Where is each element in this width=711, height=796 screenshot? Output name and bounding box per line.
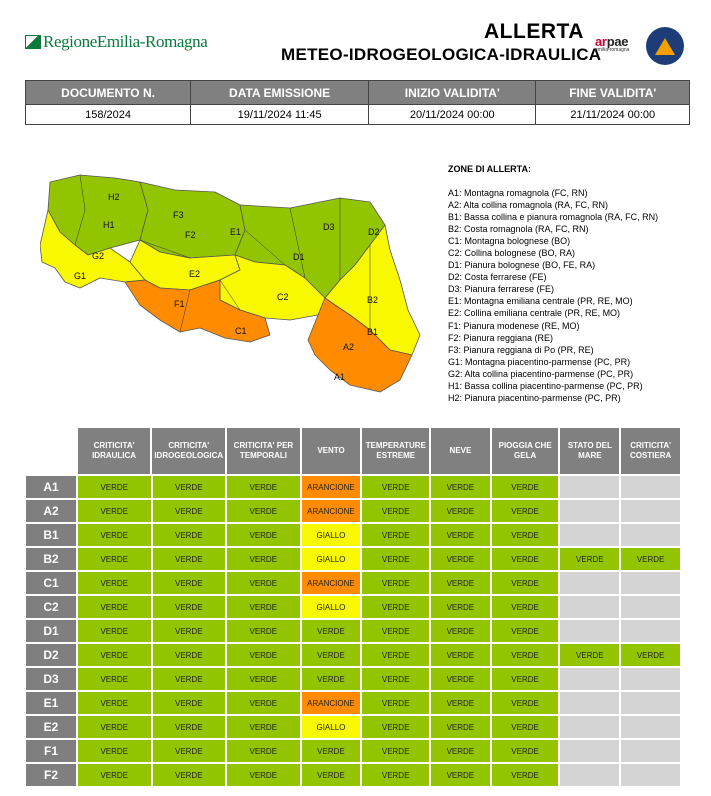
legend-item: F2: Pianura reggiana (RE) [448, 332, 554, 343]
alert-cell-criticita-temporali: VERDE [226, 643, 301, 667]
alert-cell-criticita-temporali: VERDE [226, 547, 301, 571]
legend-item: C1: Montagna bolognese (BO) [448, 236, 571, 247]
alert-cell-neve: VERDE [430, 715, 491, 739]
alert-cell-criticita-costiera [620, 475, 681, 499]
alert-cell-criticita-idrogeologica: VERDE [152, 643, 227, 667]
alert-cell-criticita-costiera [620, 715, 681, 739]
alert-cell-criticita-temporali: VERDE [226, 691, 301, 715]
alert-cell-neve: VERDE [430, 667, 491, 691]
map-label-c2: C2 [277, 292, 289, 302]
map-label-g2: G2 [92, 251, 105, 261]
legend-item: B1: Bassa collina e pianura romagnola (RA, FC, RN) [448, 212, 659, 223]
alert-cell-criticita-idraulica: VERDE [77, 499, 152, 523]
alert-cell-criticita-idraulica: VERDE [77, 739, 152, 763]
page-header [0, 0, 711, 80]
alert-cell-vento: ARANCIONE [301, 571, 362, 595]
alert-cell-criticita-temporali: VERDE [226, 523, 301, 547]
arpae-name-part-a: ar [595, 34, 607, 49]
alert-cell-criticita-idraulica: VERDE [77, 571, 152, 595]
alert-cell-criticita-idrogeologica: VERDE [152, 763, 227, 787]
alert-cell-criticita-costiera [620, 619, 681, 643]
alert-cell-criticita-idraulica: VERDE [77, 523, 152, 547]
alert-cell-stato-del-mare: VERDE [559, 547, 620, 571]
alert-cell-vento: VERDE [301, 763, 362, 787]
alert-cell-criticita-temporali: VERDE [226, 667, 301, 691]
alert-cell-criticita-costiera [620, 763, 681, 787]
alert-cell-vento: ARANCIONE [301, 499, 362, 523]
alert-zones-map [40, 170, 440, 400]
alert-cell-neve: VERDE [430, 523, 491, 547]
alert-cell-criticita-idrogeologica: VERDE [152, 715, 227, 739]
grid-row-f2 [25, 763, 681, 787]
grid-row-f1 [25, 739, 681, 763]
grid-row-d1 [25, 619, 681, 643]
alert-cell-criticita-idrogeologica: VERDE [152, 499, 227, 523]
alert-cell-criticita-idraulica: VERDE [77, 475, 152, 499]
zone-label: E2 [25, 715, 77, 739]
alert-cell-criticita-costiera [620, 571, 681, 595]
alert-cell-criticita-idrogeologica: VERDE [152, 595, 227, 619]
alert-cell-neve: VERDE [430, 499, 491, 523]
legend-title: ZONE DI ALLERTA: [448, 164, 531, 174]
legend-item: D2: Costa ferrarese (FE) [448, 272, 547, 283]
alert-grid [25, 427, 681, 787]
map-label-a1: A1 [334, 372, 346, 382]
grid-header-neve: NEVE [430, 427, 491, 475]
legend-item: A1: Montagna romagnola (FC, RN) [448, 188, 588, 198]
alert-cell-criticita-costiera [620, 667, 681, 691]
map-label-d3: D3 [323, 222, 335, 232]
doc-number: 158/2024 [26, 105, 191, 125]
alert-cell-pioggia-che-gela: VERDE [491, 523, 560, 547]
zone-label: C2 [25, 595, 77, 619]
grid-row-e2 [25, 715, 681, 739]
arpae-name-part-b: pae [606, 34, 629, 49]
map-label-b2: B2 [367, 295, 379, 305]
alert-cell-pioggia-che-gela: VERDE [491, 739, 560, 763]
zone-legend [448, 164, 708, 404]
alert-cell-temperature-estreme: VERDE [361, 691, 430, 715]
alert-cell-stato-del-mare [559, 499, 620, 523]
legend-item: F3: Pianura reggiana di Po (PR, RE) [448, 344, 594, 355]
alert-cell-criticita-costiera [620, 523, 681, 547]
alert-cell-criticita-idraulica: VERDE [77, 691, 152, 715]
alert-cell-neve: VERDE [430, 619, 491, 643]
alert-cell-pioggia-che-gela: VERDE [491, 643, 560, 667]
alert-cell-neve: VERDE [430, 595, 491, 619]
grid-row-b1 [25, 523, 681, 547]
legend-item: E2: Collina emiliana centrale (PR, RE, MO) [448, 308, 621, 319]
alert-cell-criticita-idraulica: VERDE [77, 715, 152, 739]
zone-label: D1 [25, 619, 77, 643]
map-label-f2: F2 [185, 230, 196, 240]
alert-cell-neve: VERDE [430, 571, 491, 595]
grid-header-row [25, 427, 681, 475]
arpae-logo [595, 34, 629, 53]
alert-cell-stato-del-mare [559, 715, 620, 739]
grid-body [25, 475, 681, 787]
zone-label: D3 [25, 667, 77, 691]
alert-cell-temperature-estreme: VERDE [361, 739, 430, 763]
alert-cell-pioggia-che-gela: VERDE [491, 571, 560, 595]
grid-header-pioggia-che-gela: PIOGGIA CHE GELA [491, 427, 560, 475]
map-label-h2: H2 [108, 192, 120, 202]
alert-cell-criticita-temporali: VERDE [226, 571, 301, 595]
alert-cell-criticita-temporali: VERDE [226, 595, 301, 619]
legend-item: C2: Collina bolognese (BO, RA) [448, 248, 576, 259]
grid-row-c1 [25, 571, 681, 595]
grid-row-a2 [25, 499, 681, 523]
zone-label: A1 [25, 475, 77, 499]
alert-cell-stato-del-mare: VERDE [559, 643, 620, 667]
alert-cell-vento: VERDE [301, 739, 362, 763]
grid-header-criticita-idrogeologica: CRITICITA' IDROGEOLOGICA [151, 427, 226, 475]
alert-cell-temperature-estreme: VERDE [361, 763, 430, 787]
doc-validity-end: 21/11/2024 00:00 [536, 105, 690, 125]
grid-header-criticita-costiera: CRITICITA' COSTIERA [620, 427, 681, 475]
grid-row-a1 [25, 475, 681, 499]
alert-cell-pioggia-che-gela: VERDE [491, 667, 560, 691]
map-label-f1: F1 [174, 299, 185, 309]
alert-cell-temperature-estreme: VERDE [361, 475, 430, 499]
map-label-e1: E1 [230, 227, 242, 237]
alert-cell-criticita-idraulica: VERDE [77, 667, 152, 691]
map-label-c1: C1 [235, 326, 247, 336]
legend-item: F1: Pianura modenese (RE, MO) [448, 320, 580, 331]
alert-cell-criticita-idraulica: VERDE [77, 547, 152, 571]
alert-cell-vento: VERDE [301, 667, 362, 691]
document-info-table [25, 80, 690, 125]
doc-header-number: DOCUMENTO N. [26, 81, 191, 105]
doc-header-issue-date: DATA EMISSIONE [191, 81, 369, 105]
alert-cell-vento: GIALLO [301, 715, 362, 739]
alert-cell-neve: VERDE [430, 739, 491, 763]
zone-label: F1 [25, 739, 77, 763]
zone-label: B2 [25, 547, 77, 571]
alert-cell-stato-del-mare [559, 691, 620, 715]
map-label-b1: B1 [367, 327, 379, 337]
doc-header-validity-start: INIZIO VALIDITA' [369, 81, 536, 105]
logo-text: RegioneEmilia-Romagna [43, 32, 208, 51]
alert-cell-criticita-costiera [620, 739, 681, 763]
alert-cell-criticita-idraulica: VERDE [77, 643, 152, 667]
protezione-civile-logo-icon [646, 27, 684, 65]
alert-cell-vento: ARANCIONE [301, 691, 362, 715]
grid-header-criticita-temporali: CRITICITA' PER TEMPORALI [226, 427, 300, 475]
alert-cell-criticita-idrogeologica: VERDE [152, 547, 227, 571]
alert-cell-temperature-estreme: VERDE [361, 715, 430, 739]
alert-cell-pioggia-che-gela: VERDE [491, 475, 560, 499]
alert-cell-vento: GIALLO [301, 595, 362, 619]
legend-item: G2: Alta collina piacentino-parmense (PC, PR) [448, 368, 634, 379]
grid-row-d3 [25, 667, 681, 691]
alert-cell-pioggia-che-gela: VERDE [491, 691, 560, 715]
legend-list [448, 187, 708, 404]
zone-label: A2 [25, 499, 77, 523]
alert-cell-criticita-temporali: VERDE [226, 619, 301, 643]
legend-item: D1: Pianura bolognese (BO, FE, RA) [448, 260, 596, 271]
grid-row-d2 [25, 643, 681, 667]
alert-cell-stato-del-mare [559, 595, 620, 619]
zone-label: B1 [25, 523, 77, 547]
alert-cell-criticita-idraulica: VERDE [77, 763, 152, 787]
alert-cell-stato-del-mare [559, 739, 620, 763]
alert-cell-criticita-temporali: VERDE [226, 739, 301, 763]
alert-cell-neve: VERDE [430, 763, 491, 787]
alert-cell-neve: VERDE [430, 691, 491, 715]
legend-item: D3: Pianura ferrarese (FE) [448, 284, 555, 295]
alert-cell-criticita-idraulica: VERDE [77, 595, 152, 619]
zone-label: C1 [25, 571, 77, 595]
alert-cell-neve: VERDE [430, 547, 491, 571]
alert-cell-temperature-estreme: VERDE [361, 643, 430, 667]
alert-cell-criticita-idrogeologica: VERDE [152, 667, 227, 691]
alert-cell-criticita-idrogeologica: VERDE [152, 739, 227, 763]
map-label-d1: D1 [293, 252, 305, 262]
alert-cell-criticita-temporali: VERDE [226, 763, 301, 787]
map-label-h1: H1 [103, 220, 115, 230]
alert-cell-temperature-estreme: VERDE [361, 595, 430, 619]
alert-cell-criticita-temporali: VERDE [226, 499, 301, 523]
alert-cell-criticita-idrogeologica: VERDE [152, 475, 227, 499]
alert-cell-neve: VERDE [430, 475, 491, 499]
grid-header-criticita-idraulica: CRITICITA' IDRAULICA [77, 427, 151, 475]
alert-cell-temperature-estreme: VERDE [361, 523, 430, 547]
alert-cell-stato-del-mare [559, 763, 620, 787]
doc-header-validity-end: FINE VALIDITA' [536, 81, 690, 105]
regione-flag-icon [25, 35, 41, 49]
alert-cell-vento: VERDE [301, 619, 362, 643]
alert-cell-temperature-estreme: VERDE [361, 667, 430, 691]
alert-cell-temperature-estreme: VERDE [361, 547, 430, 571]
grid-header-temperature-estreme: TEMPERATURE ESTREME [361, 427, 430, 475]
legend-item: H2: Pianura piacentino-parmense (PC, PR) [448, 392, 621, 403]
alert-cell-stato-del-mare [559, 475, 620, 499]
alert-cell-criticita-idraulica: VERDE [77, 619, 152, 643]
map-label-e2: E2 [189, 269, 201, 279]
zone-label: E1 [25, 691, 77, 715]
alert-cell-criticita-idrogeologica: VERDE [152, 691, 227, 715]
doc-issue-date: 19/11/2024 11:45 [191, 105, 369, 125]
alert-cell-neve: VERDE [430, 643, 491, 667]
grid-row-e1 [25, 691, 681, 715]
arpae-subtitle: emilia-romagna [595, 47, 630, 53]
alert-cell-vento: VERDE [301, 643, 362, 667]
alert-cell-criticita-costiera [620, 499, 681, 523]
legend-item: E1: Montagna emiliana centrale (PR, RE, MO) [448, 296, 633, 307]
regione-emilia-romagna-logo [25, 32, 207, 52]
alert-cell-vento: GIALLO [301, 547, 362, 571]
alert-cell-criticita-idrogeologica: VERDE [152, 523, 227, 547]
alert-cell-vento: GIALLO [301, 523, 362, 547]
legend-item: H1: Bassa collina piacentino-parmense (PC, PR) [448, 380, 643, 391]
alert-cell-pioggia-che-gela: VERDE [491, 619, 560, 643]
alert-cell-temperature-estreme: VERDE [361, 571, 430, 595]
alert-cell-stato-del-mare [559, 667, 620, 691]
alert-cell-temperature-estreme: VERDE [361, 619, 430, 643]
alert-cell-stato-del-mare [559, 619, 620, 643]
map-label-a2: A2 [343, 342, 355, 352]
map-label-g1: G1 [74, 271, 87, 281]
alert-cell-pioggia-che-gela: VERDE [491, 715, 560, 739]
alert-cell-vento: ARANCIONE [301, 475, 362, 499]
legend-item: A2: Alta collina romagnola (RA, FC, RN) [448, 200, 609, 211]
alert-cell-criticita-temporali: VERDE [226, 475, 301, 499]
alert-cell-criticita-costiera [620, 595, 681, 619]
map-zone-f [140, 182, 245, 258]
alert-cell-temperature-estreme: VERDE [361, 499, 430, 523]
alert-cell-stato-del-mare [559, 571, 620, 595]
alert-cell-criticita-costiera [620, 691, 681, 715]
grid-row-b2 [25, 547, 681, 571]
alert-cell-criticita-idrogeologica: VERDE [152, 619, 227, 643]
alert-cell-pioggia-che-gela: VERDE [491, 763, 560, 787]
grid-header-vento: VENTO [301, 427, 362, 475]
page-title: ALLERTA [484, 20, 584, 43]
map-label-d2: D2 [368, 227, 380, 237]
alert-cell-pioggia-che-gela: VERDE [491, 547, 560, 571]
zone-label: F2 [25, 763, 77, 787]
alert-cell-stato-del-mare [559, 523, 620, 547]
legend-item: G1: Montagna piacentino-parmense (PC, PR) [448, 356, 631, 367]
zone-label: D2 [25, 643, 77, 667]
legend-item: B2: Costa romagnola (RA, FC, RN) [448, 224, 589, 235]
alert-cell-criticita-costiera: VERDE [620, 643, 681, 667]
alert-cell-pioggia-che-gela: VERDE [491, 595, 560, 619]
map-label-f3: F3 [173, 210, 184, 220]
alert-cell-criticita-costiera: VERDE [620, 547, 681, 571]
grid-header-stato-del-mare: STATO DEL MARE [559, 427, 620, 475]
alert-cell-pioggia-che-gela: VERDE [491, 499, 560, 523]
doc-validity-start: 20/11/2024 00:00 [369, 105, 536, 125]
page-subtitle: METEO-IDROGEOLOGICA-IDRAULICA [281, 45, 602, 64]
grid-row-c2 [25, 595, 681, 619]
alert-cell-criticita-idrogeologica: VERDE [152, 571, 227, 595]
alert-cell-criticita-temporali: VERDE [226, 715, 301, 739]
